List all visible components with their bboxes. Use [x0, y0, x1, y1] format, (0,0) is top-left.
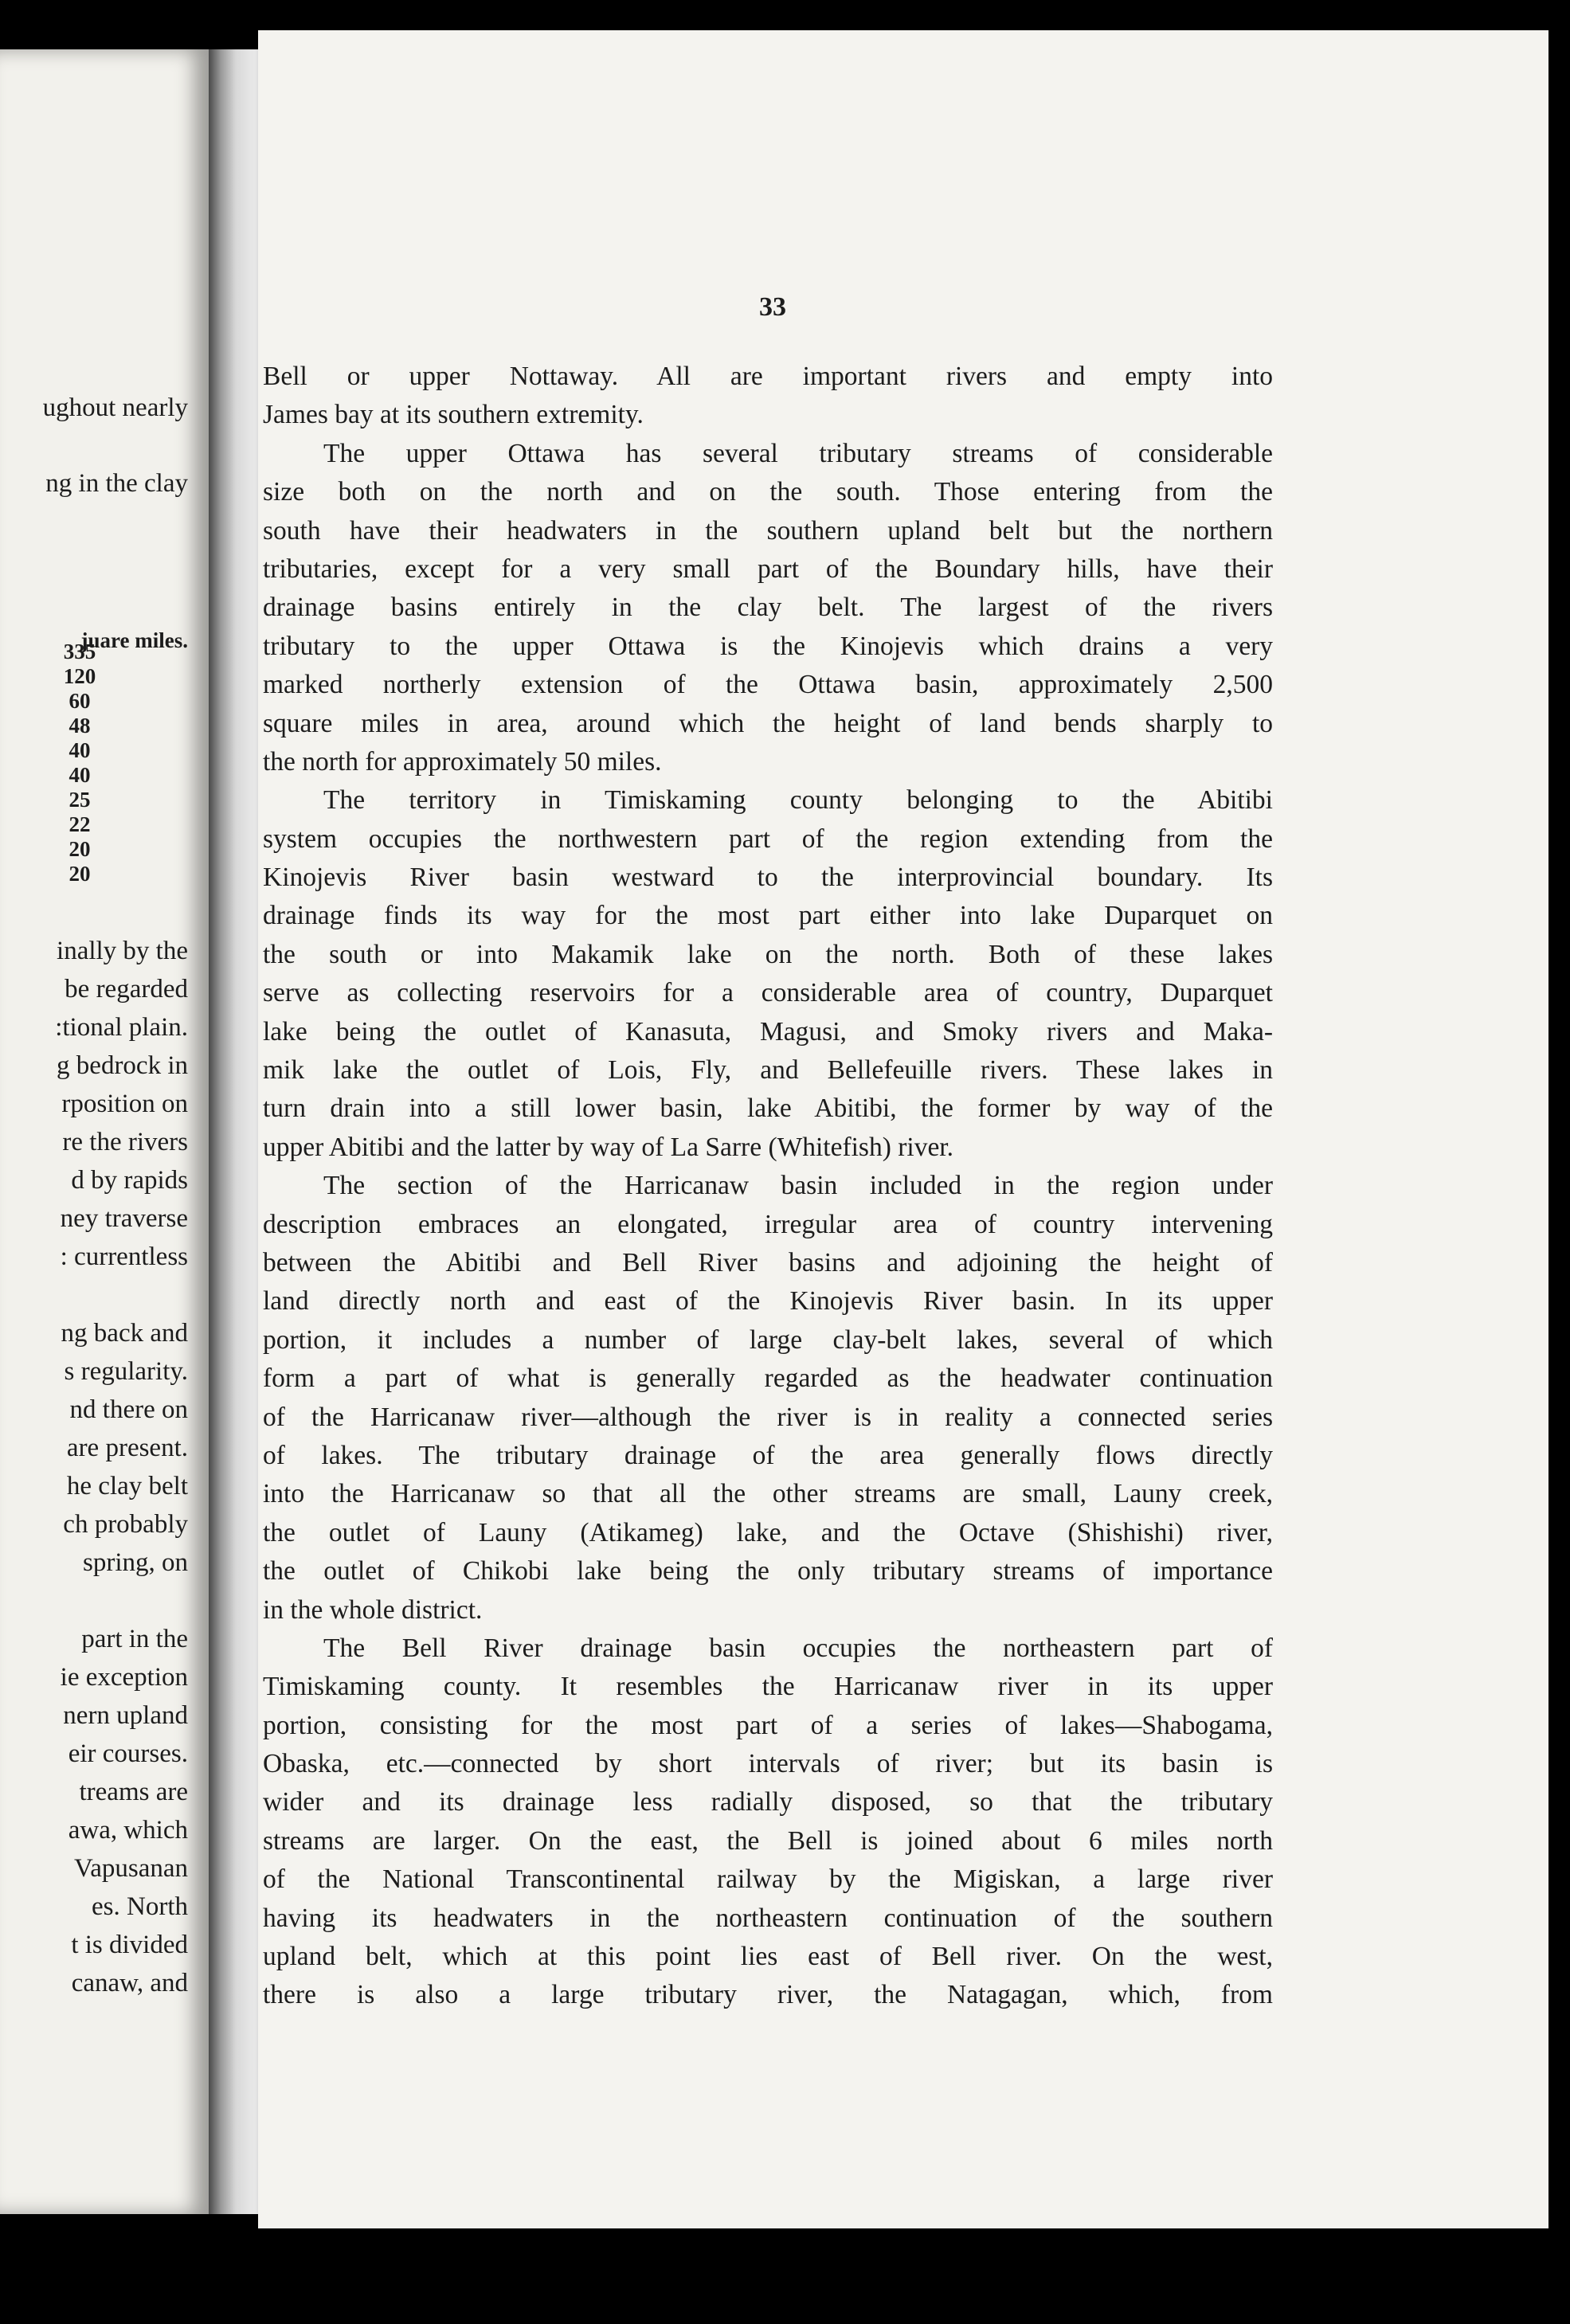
text-line: there is also a large tributary river, the Natagagan, which, from	[263, 1980, 1273, 2010]
paragraph	[263, 435, 1273, 782]
left-page-line: ng back and	[61, 1319, 188, 1348]
page-number: 33	[759, 292, 786, 322]
text-line: the south or into Makamik lake on the north. Both of these lakes	[263, 939, 1273, 969]
text-line: Timiskaming county. It resembles the Harricanaw river in its upper	[263, 1672, 1273, 1702]
text-line: Obaska, etc.—connected by short intervals of river; but its basin is	[263, 1749, 1273, 1779]
text-line: portion, consisting for the most part of a series of lakes—Shabogama,	[263, 1710, 1273, 1740]
text-line: square miles in area, around which the height of land bends sharply to	[263, 708, 1273, 738]
left-page-line: Vapusanan	[74, 1854, 188, 1883]
left-page-line: s regularity.	[64, 1357, 188, 1386]
left-page-line: he clay belt	[66, 1472, 188, 1500]
text-line: The Bell River drainage basin occupies the northeastern part of	[323, 1633, 1273, 1663]
left-page-line: re the rivers	[62, 1128, 188, 1156]
left-page-line: ng in the clay	[45, 469, 188, 498]
text-line: land directly north and east of the Kinojevis River basin. In its upper	[263, 1286, 1273, 1317]
left-page-line: ie exception	[60, 1663, 188, 1692]
left-page-number-cell: 120	[63, 664, 96, 688]
text-line: of the National Transcontinental railway by the Migiskan, a large river	[263, 1864, 1273, 1895]
text-line: tributaries, except for a very small part of the Boundary hills, have their	[263, 554, 1273, 584]
text-line: between the Abitibi and Bell River basins and adjoining the height of	[263, 1247, 1273, 1277]
left-page-number-cell: 20	[69, 862, 91, 886]
page-edge-tab	[1465, 30, 1533, 80]
left-page-line: canaw, and	[71, 1969, 188, 1997]
left-page-line: be regarded	[65, 975, 188, 1004]
text-line: drainage finds its way for the most part either into lake Duparquet on	[263, 901, 1273, 931]
text-line: streams are larger. On the east, the Bell is joined about 6 miles north	[263, 1825, 1273, 1856]
text-line: of lakes. The tributary drainage of the area generally flows directly	[263, 1440, 1273, 1470]
text-line: marked northerly extension of the Ottawa basin, approximately 2,500	[263, 670, 1273, 700]
paragraph	[263, 1630, 1273, 2015]
left-page-line: g bedrock in	[57, 1051, 188, 1080]
text-line: south have their headwaters in the southern upland belt but the northern	[263, 515, 1273, 546]
left-page-line: juare miles.	[80, 628, 188, 652]
text-line: of the Harricanaw river—although the river is in reality a connected series	[263, 1402, 1273, 1432]
left-page-line: are present.	[66, 1434, 188, 1462]
text-line: form a part of what is generally regarded as the headwater continuation	[263, 1363, 1273, 1394]
left-page-number-cell: 60	[69, 689, 91, 713]
text-line: James bay at its southern extremity.	[263, 400, 644, 430]
text-line: upper Abitibi and the latter by way of La Sarre (Whitefish) river.	[263, 1132, 953, 1162]
left-page-number-cell: 40	[69, 738, 91, 762]
text-line: drainage basins entirely in the clay belt. The largest of the rivers	[263, 593, 1273, 623]
text-line: system occupies the northwestern part of the region extending from the	[263, 824, 1273, 854]
text-line: having its headwaters in the northeastern continuation of the southern	[263, 1903, 1273, 1933]
text-line: description embraces an elongated, irregular area of country intervening	[263, 1209, 1273, 1239]
left-page-line: treams are	[79, 1778, 188, 1806]
left-page-line: eir courses.	[68, 1739, 188, 1768]
left-page-line: nern upland	[63, 1701, 188, 1730]
text-line: upland belt, which at this point lies east of Bell river. On the west,	[263, 1942, 1273, 1972]
text-line: turn drain into a still lower basin, lake Abitibi, the former by way of the	[263, 1094, 1273, 1124]
left-page-number-cell: 25	[69, 788, 91, 812]
paragraph	[263, 358, 1273, 435]
left-page-line: d by rapids	[71, 1166, 188, 1195]
paragraph	[263, 1167, 1273, 1630]
text-line: The territory in Timiskaming county belonging to the Abitibi	[323, 785, 1273, 816]
text-line: the outlet of Chikobi lake being the only tributary streams of importance	[263, 1556, 1273, 1587]
page-gutter	[209, 49, 258, 2214]
paragraph	[263, 781, 1273, 1167]
left-page-line: awa, which	[68, 1816, 188, 1845]
left-page-line: ch probably	[63, 1510, 188, 1539]
text-line: serve as collecting reservoirs for a considerable area of country, Duparquet	[263, 978, 1273, 1008]
left-page-number-cell: 20	[69, 837, 91, 861]
left-page-line: inally by the	[57, 937, 188, 965]
left-page-line: nd there on	[69, 1395, 188, 1424]
left-page-number-cell: 40	[69, 763, 91, 787]
left-page-line: ney traverse	[60, 1204, 188, 1233]
text-line: into the Harricanaw so that all the other streams are small, Launy creek,	[263, 1479, 1273, 1509]
left-page-line: rposition on	[61, 1090, 188, 1118]
text-line: lake being the outlet of Kanasuta, Magusi, and Smoky rivers and Maka-	[263, 1016, 1273, 1047]
left-page-line: t is divided	[71, 1931, 188, 1959]
text-line: the outlet of Launy (Atikameg) lake, and the Octave (Shishishi) river,	[263, 1517, 1273, 1547]
left-page-number-cell: 335	[63, 640, 96, 663]
left-page-line: es. North	[92, 1892, 188, 1921]
left-page-number-cell: 48	[69, 714, 91, 737]
text-line: Bell or upper Nottaway. All are important rivers and empty into	[263, 362, 1273, 391]
left-page-line: spring, on	[83, 1548, 188, 1577]
text-line: The upper Ottawa has several tributary streams of considerable	[323, 438, 1273, 468]
left-page-line: ughout nearly	[42, 393, 188, 422]
text-line: the north for approximately 50 miles.	[263, 746, 662, 777]
text-line: mik lake the outlet of Lois, Fly, and Bellefeuille rivers. These lakes in	[263, 1055, 1273, 1086]
left-page-line: part in the	[81, 1625, 188, 1653]
body-text	[263, 358, 1273, 2015]
text-line: wider and its drainage less radially disposed, so that the tributary	[263, 1787, 1273, 1817]
left-page-number-cell: 22	[69, 812, 91, 836]
left-page-line: :tional plain.	[55, 1013, 188, 1042]
text-line: Kinojevis River basin westward to the interprovincial boundary. Its	[263, 863, 1273, 893]
text-line: size both on the north and on the south. Those entering from the	[263, 477, 1273, 507]
left-page-line: : currentless	[60, 1242, 188, 1271]
text-line: tributary to the upper Ottawa is the Kinojevis which drains a very	[263, 631, 1273, 661]
text-line: in the whole district.	[263, 1594, 483, 1625]
text-line: portion, it includes a number of large clay-belt lakes, several of which	[263, 1324, 1273, 1355]
text-line: The section of the Harricanaw basin included in the region under	[323, 1171, 1273, 1201]
